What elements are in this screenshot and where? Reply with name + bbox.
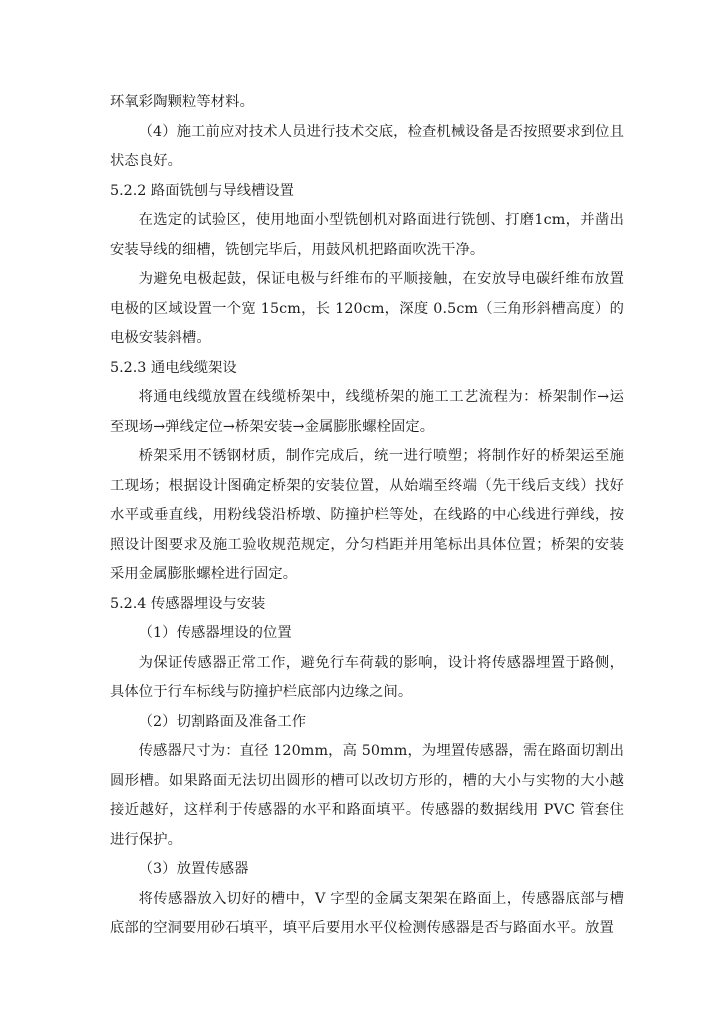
paragraph-milling: 在选定的试验区，使用地面小型铣刨机对路面进行铣刨、打磨1cm，并凿出安装导线的细槽，铣刨完毕后，用鼓风机把路面吹洗干净。 bbox=[110, 212, 624, 258]
paragraph-placing-sensor: 将传感器放入切好的槽中，V 字型的金属支架架在路面上，传感器底部与槽底部的空洞要用砂石填平，填平后要用水平仪检测传感器是否与路面水平。放置 bbox=[110, 890, 624, 936]
section-heading-5-2-3: 5.2.3 通电线缆架设 bbox=[110, 359, 237, 376]
subheading-cutting: （2）切割路面及准备工作 bbox=[138, 713, 307, 730]
paragraph-technical-briefing: （4）施工前应对技术人员进行技术交底，检查机械设备是否按照要求到位且状态良好。 bbox=[110, 123, 624, 169]
paragraph-cable-tray-install: 桥架采用不锈钢材质，制作完成后，统一进行喷塑；将制作好的桥架运至施工现场；根据设计图确定桥架的安装位置，从始端至终端（先干线后支线）找好水平或垂直线，用粉线袋沿桥墩、防撞护栏等处，在线路的中心线进行弹线，按照设计图要求及施工验收规范规定，分匀档距并用笔标出具体位置；桥架的安装采用金属膨胀螺栓进行固定。 bbox=[110, 448, 624, 582]
subheading-placing-sensor: （3）放置传感器 bbox=[138, 861, 249, 877]
paragraph-sensor-position: 为保证传感器正常工作，避免行车荷载的影响，设计将传感器埋置于路侧，具体位于行车标线与防撞护栏底部内边缘之间。 bbox=[110, 654, 624, 700]
paragraph-cutting: 传感器尺寸为：直径 120mm，高 50mm，为埋置传感器，需在路面切割出圆形槽。如果路面无法切出圆形的槽可以改切方形的，槽的大小与实物的大小越接近越好，这样利于传感器的水平和路面填平。传感器的数据线用 PVC 管套住进行保护。 bbox=[110, 743, 624, 848]
section-heading-5-2-2: 5.2.2 路面铣刨与导线槽设置 bbox=[110, 182, 294, 199]
paragraph-electrode-groove: 为避免电极起鼓，保证电极与纤维布的平顺接触，在安放导电碳纤维布放置电极的区域设置一个宽 15cm，长 120cm，深度 0.5cm（三角形斜槽高度）的电极安装斜槽。 bbox=[110, 271, 624, 346]
paragraph-cable-tray-process: 将通电线缆放置在线缆桥架中，线缆桥架的施工工艺流程为：桥架制作→运至现场→弹线定位→桥架安装→金属膨胀螺栓固定。 bbox=[110, 389, 624, 435]
subheading-sensor-position: （1）传感器埋设的位置 bbox=[138, 625, 292, 641]
paragraph-materials-end: 环氧彩陶颗粒等材料。 bbox=[110, 94, 254, 110]
section-heading-5-2-4: 5.2.4 传感器埋设与安装 bbox=[110, 595, 266, 612]
